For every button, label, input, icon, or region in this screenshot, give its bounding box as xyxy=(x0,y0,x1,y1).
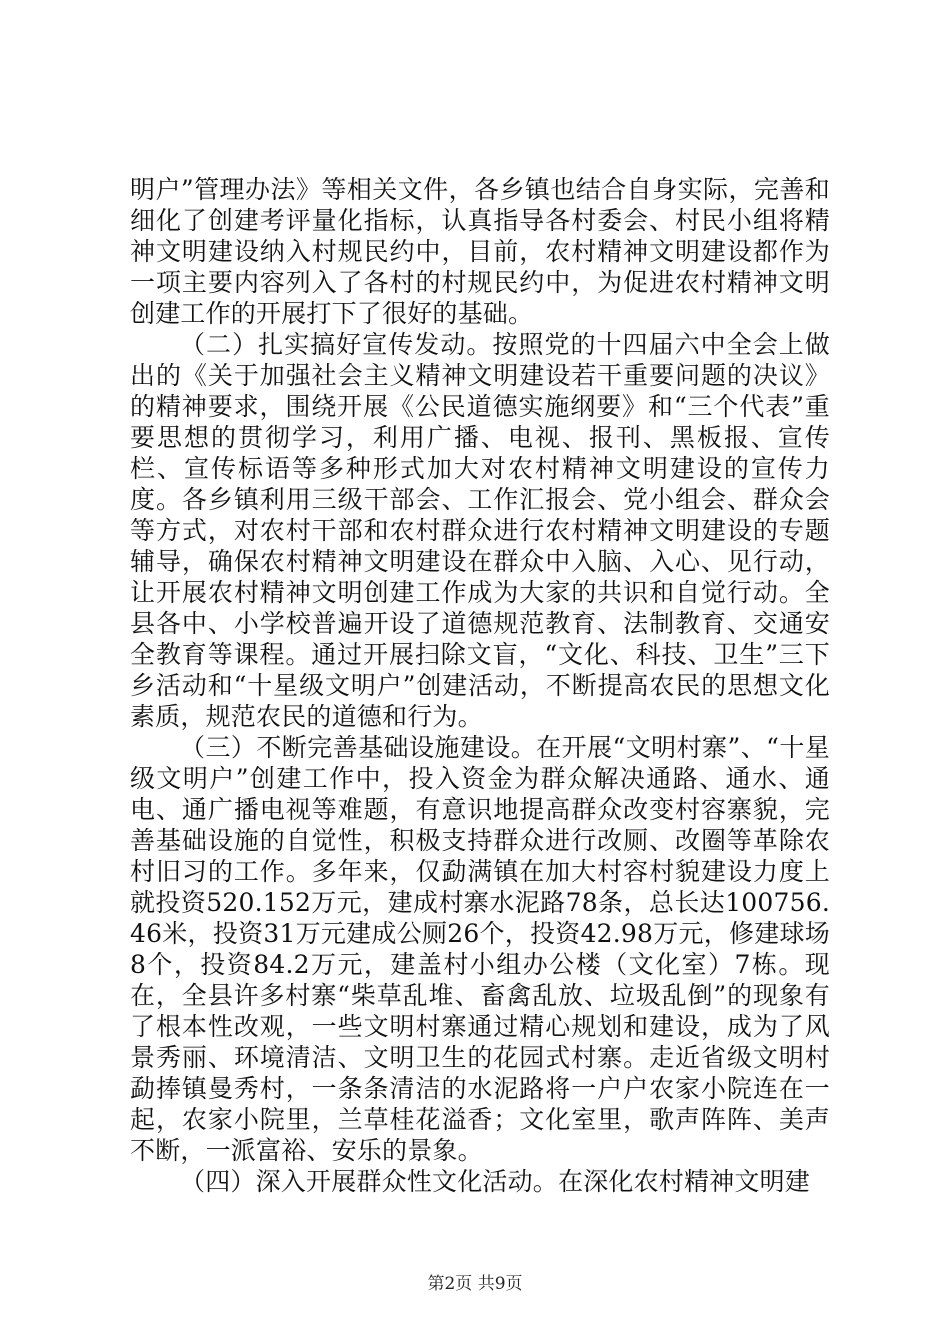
paragraph-2: （二）扎实搞好宣传发动。按照党的十四届六中全会上做出的《关于加强社会主义精神文明建设若干重要问题的决议》的精神要求，围绕开展《公民道德实施纲要》和“三个代表”重要思想的贯彻学习，利用广播、电视、报刊、黑板报、宣传栏、宣传标语等多种形式加大对农村精神文明建设的宣传力度。各乡镇利用三级干部会、工作汇报会、党小组会、群众会等方式，对农村干部和农村群众进行农村精神文明建设的专题辅导，确保农村精神文明建设在群众中入脑、入心、见行动，让开展农村精神文明创建工作成为大家的共识和自觉行动。全县各中、小学校普遍开设了道德规范教育、法制教育、交通安全教育等课程。通过开展扫除文盲，“文化、科技、卫生”三下乡活动和“十星级文明户”创建活动，不断提高农民的思想文化素质，规范农民的道德和行为。 xyxy=(130,330,830,731)
paragraph-1: 明户”管理办法》等相关文件，各乡镇也结合自身实际，完善和细化了创建考评量化指标，认真指导各村委会、村民小组将精神文明建设纳入村规民约中，目前，农村精神文明建设都作为一项主要内容列入了各村的村规民约中，为促进农村精神文明创建工作的开展打下了很好的基础。 xyxy=(130,175,830,328)
paragraph-4: （四）深入开展群众性文化活动。在深化农村精神文明建 xyxy=(180,1167,811,1196)
document-body xyxy=(130,174,830,1197)
paragraph-3: （三）不断完善基础设施建设。在开展“文明村寨”、“十星级文明户”创建工作中，投入资金为群众解决通路、通水、通电、通广播电视等难题，有意识地提高群众改变村容寨貌，完善基础设施的自觉性，积极支持群众进行改厕、改圈等革除农村旧习的工作。多年来，仅勐满镇在加大村容村貌建设力度上就投资520.152万元，建成村寨水泥路78条，总长达100756.46米，投资31万元建成公厕26个，投资42.98万元，修建球场8个，投资84.2万元，建盖村小组办公楼（文化室）7栋。现在，全县许多村寨“柴草乱堆、畜禽乱放、垃圾乱倒”的现象有了根本性改观，一些文明村寨通过精心规划和建设，成为了风景秀丽、环境清洁、文明卫生的花园式村寨。走近省级文明村勐捧镇曼秀村，一条条清洁的水泥路将一户户农家小院连在一起，农家小院里，兰草桂花溢香；文化室里，歌声阵阵、美声不断，一派富裕、安乐的景象。 xyxy=(130,733,830,1165)
page-number-footer: 第2页 共9页 xyxy=(427,1274,523,1294)
